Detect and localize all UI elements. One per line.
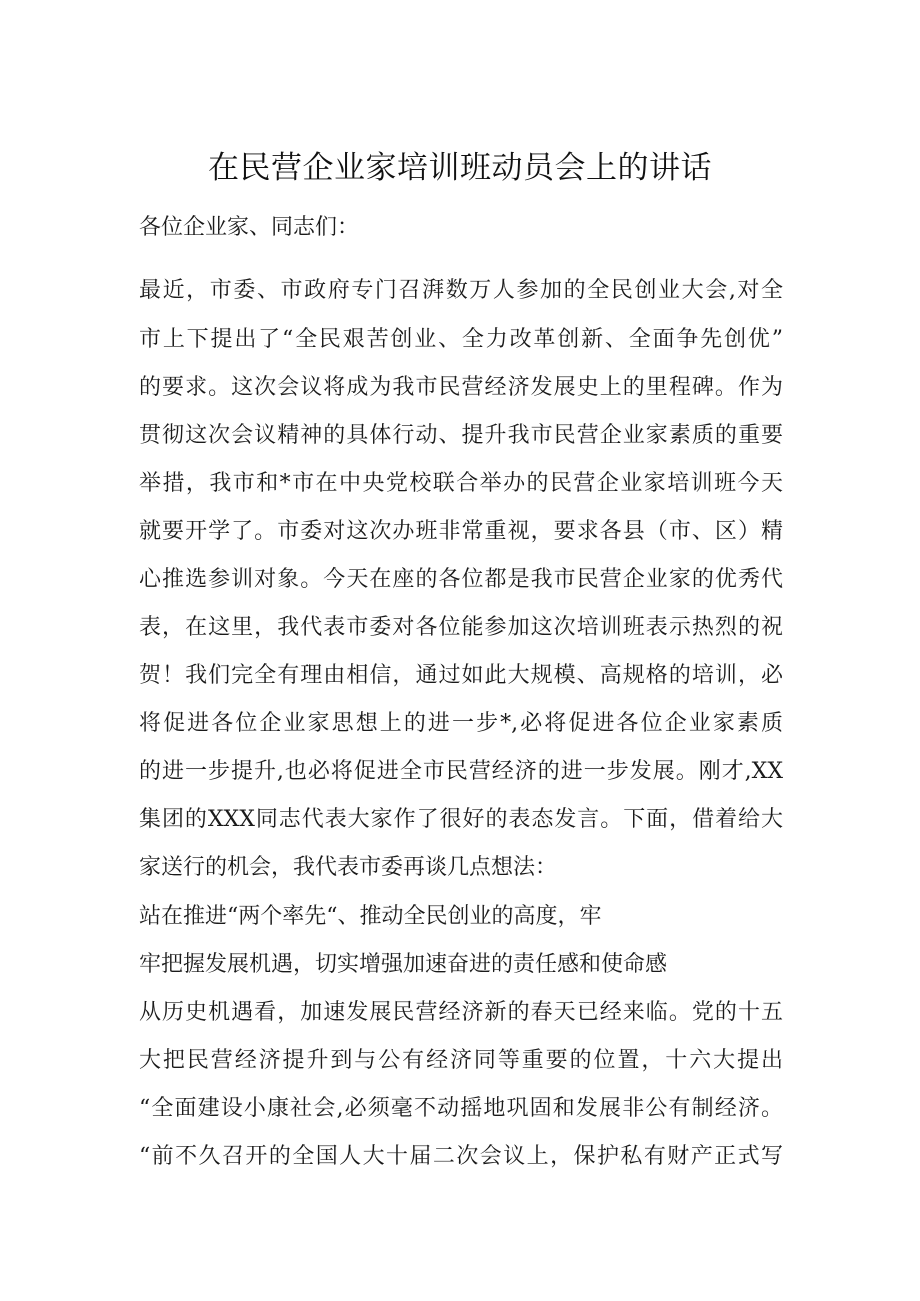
text-line-9: 贺！我们完全有理由相信，通过如此大规模、高规格的培训，必 bbox=[139, 663, 783, 688]
text-line-4: 贯彻这次会议精神的具体行动、提升我市民营企业家素质的重要 bbox=[139, 423, 783, 448]
text-line-3: 的要求。这次会议将成为我市民营经济发展史上的里程碑。作为 bbox=[139, 375, 783, 400]
text-line-7: 心推选参训对象。今天在座的各位都是我市民营企业家的优秀代 bbox=[139, 567, 783, 592]
salutation: 各位企业家、同志们： bbox=[139, 215, 360, 240]
section-heading-line-2: 牢把握发展机遇，切实增强加速奋进的责任感和使命感 bbox=[139, 952, 668, 977]
text-line-11: 的进一步提升,也必将促进全市民营经济的进一步发展。刚才,XX bbox=[139, 759, 783, 784]
section-heading-line-1: 站在推进“两个率先“、推动全民创业的高度，牢 bbox=[139, 904, 602, 929]
text-line-17: “前不久召开的全国人大十届二次会议上，保护私有财产正式写 bbox=[139, 1144, 783, 1169]
document-title: 在民营企业家培训班动员会上的讲话 bbox=[208, 150, 712, 186]
text-line-5: 举措，我市和*市在中央党校联合举办的民营企业家培训班今天 bbox=[139, 471, 783, 496]
text-line-1: 最近，市委、市政府专门召湃数万人参加的全民创业大会,对全 bbox=[139, 278, 783, 303]
text-line-6: 就要开学了。市委对这次办班非常重视，要求各县（市、区）精 bbox=[139, 519, 783, 544]
text-line-16: “全面建设小康社会,必须毫不动摇地巩固和发展非公有制经济。 bbox=[139, 1096, 783, 1121]
text-line-2: 市上下提出了“全民艰苦创业、全力改革创新、全面争先创优” bbox=[139, 327, 783, 352]
text-line-8: 表，在这里，我代表市委对各位能参加这次培训班表示热烈的祝 bbox=[139, 615, 783, 640]
text-line-15: 大把民营经济提升到与公有经济同等重要的位置，十六大提出 bbox=[139, 1048, 783, 1073]
text-line-14: 从历史机遇看，加速发展民营经济新的春天已经来临。党的十五 bbox=[139, 1000, 783, 1025]
text-line-13: 家送行的机会，我代表市委再谈几点想法： bbox=[139, 855, 558, 880]
text-line-12: 集团的XXX同志代表大家作了很好的表态发言。下面，借着给大 bbox=[139, 807, 783, 832]
text-line-10: 将促进各位企业家思想上的进一步*,必将促进各位企业家素质 bbox=[139, 711, 783, 736]
